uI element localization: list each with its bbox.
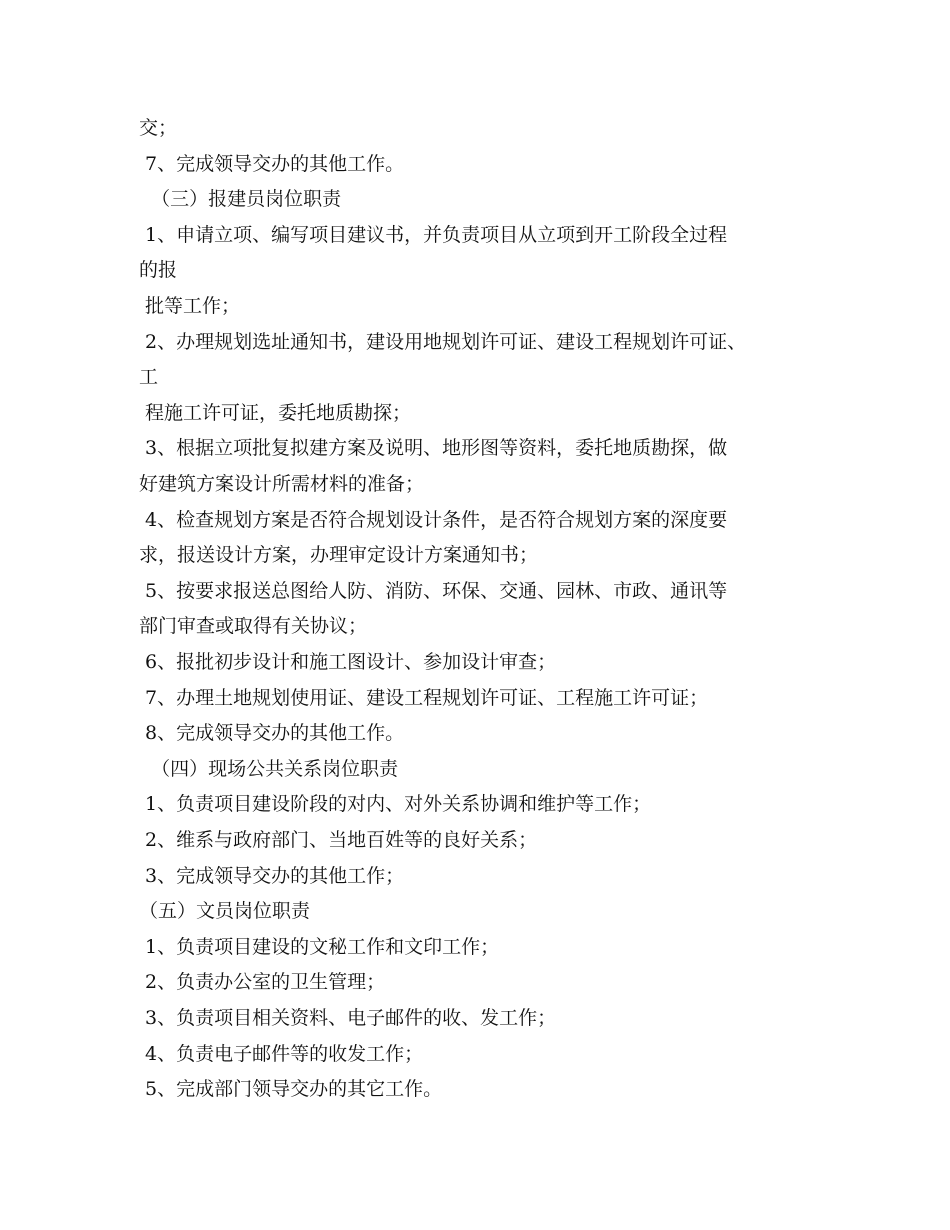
text-line: 5、按要求报送总图给人防、消防、环保、交通、园林、市政、通讯等 <box>139 580 728 602</box>
text-line: 8、完成领导交办的其他工作。 <box>139 722 405 744</box>
text-line: 批等工作； <box>139 295 241 317</box>
text-line: 部门审查或取得有关协议； <box>139 615 368 637</box>
text-line: 5、完成部门领导交办的其它工作。 <box>139 1078 443 1100</box>
section-heading-3: （三）报建员岗位职责 <box>139 188 342 210</box>
text-line: 4、负责电子邮件等的收发工作； <box>139 1043 424 1065</box>
text-line: 3、根据立项批复拟建方案及说明、地形图等资料，委托地质勘探，做 <box>139 437 728 459</box>
section-heading-4: （四）现场公共关系岗位职责 <box>139 758 399 780</box>
section-heading-5: （五）文员岗位职责 <box>139 900 311 922</box>
text-line: 的报 <box>139 259 178 281</box>
text-line: 4、检查规划方案是否符合规划设计条件，是否符合规划方案的深度要 <box>139 509 728 531</box>
text-line: 求，报送设计方案，办理审定设计方案通知书； <box>139 544 539 566</box>
text-line: 交； <box>139 117 178 139</box>
text-line: 1、申请立项、编写项目建议书，并负责项目从立项到开工阶段全过程 <box>139 224 728 246</box>
text-line: 程施工许可证，委托地质勘探； <box>139 402 412 424</box>
text-line: 2、办理规划选址通知书，建设用地规划许可证、建设工程规划许可证、 <box>139 331 747 353</box>
text-line: 7、办理土地规划使用证、建设工程规划许可证、工程施工许可证； <box>139 687 709 709</box>
text-line: 3、完成领导交办的其他工作； <box>139 865 405 887</box>
text-line: 6、报批初步设计和施工图设计、参加设计审查； <box>139 651 557 673</box>
text-line: 1、负责项目建设阶段的对内、对外关系协调和维护等工作； <box>139 793 652 815</box>
text-line: 好建筑方案设计所需材料的准备； <box>139 473 425 495</box>
text-line: 3、负责项目相关资料、电子邮件的收、发工作； <box>139 1007 557 1029</box>
text-line: 2、维系与政府部门、当地百姓等的良好关系； <box>139 829 538 851</box>
text-line: 1、负责项目建设的文秘工作和文印工作； <box>139 936 500 958</box>
text-line: 7、完成领导交办的其他工作。 <box>139 153 405 175</box>
text-line: 2、负责办公室的卫生管理； <box>139 971 386 993</box>
text-line: 工 <box>139 366 159 388</box>
